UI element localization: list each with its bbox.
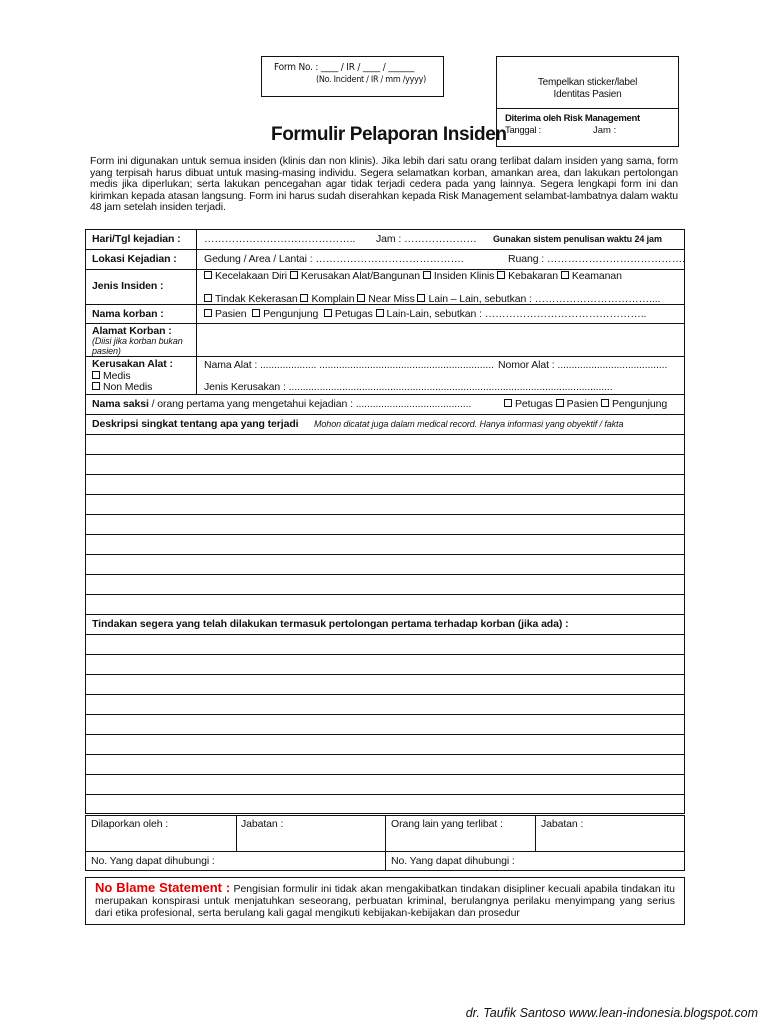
witness-field[interactable] bbox=[92, 398, 471, 410]
no-blame-statement bbox=[85, 877, 685, 925]
option-label: Kecelakaan Diri bbox=[215, 270, 288, 282]
checkbox-icon bbox=[556, 399, 564, 407]
checkbox-icon bbox=[357, 294, 365, 302]
no-blame-text: Pengisian formulir ini tidak akan mengakibatkan tindakan disipliner kecuali apabila tindakan itu merupakan konspirasi untuk menjatuhkan seseorang, perbuatan kriminal, berulangnya perilaku menyimpang yang serius dari etika profesional, serta berulang kali gagal mengikuti kebijakan-kebijakan dan prosedur bbox=[95, 883, 675, 919]
sticker-line-2: Identitas Pasien bbox=[553, 89, 622, 100]
incident-type-label: Jenis Insiden : bbox=[92, 280, 164, 292]
option-label: Lain – Lain, sebutkan : …………………………….... bbox=[428, 293, 661, 305]
checkbox-icon bbox=[376, 309, 384, 317]
checkbox-lain-lain[interactable] bbox=[417, 293, 660, 305]
checkbox-icon bbox=[417, 294, 425, 302]
date-label: Hari/Tgl kejadian : bbox=[92, 233, 181, 245]
checkbox-icon bbox=[204, 309, 212, 317]
checkbox-pengunjung[interactable] bbox=[252, 308, 318, 320]
witness-label: Nama saksi bbox=[92, 398, 149, 410]
option-label: Insiden Klinis bbox=[433, 270, 495, 282]
victim-options bbox=[204, 308, 646, 320]
checkbox-witness-pasien[interactable] bbox=[556, 398, 599, 410]
victim-label: Nama korban : bbox=[92, 308, 164, 320]
option-label: Kerusakan Alat/Bangunan bbox=[300, 270, 421, 282]
checkbox-victim-other[interactable] bbox=[376, 308, 647, 320]
incident-form-table bbox=[85, 229, 685, 814]
witness-label-rest: / orang pertama yang mengetahui kejadian : ......................................... bbox=[148, 398, 472, 410]
checkbox-kecelakaan-diri[interactable] bbox=[204, 270, 287, 282]
option-label: Kebakaran bbox=[508, 270, 559, 282]
option-label: Petugas bbox=[515, 398, 553, 410]
victim-address-note-1: (Diisi jika korban bukan bbox=[92, 336, 183, 346]
form-number-box bbox=[261, 56, 444, 97]
phone-field-1[interactable]: No. Yang dapat dihubungi : bbox=[91, 855, 215, 867]
phone-field-2[interactable]: No. Yang dapat dihubungi : bbox=[391, 855, 515, 867]
witness-options bbox=[504, 398, 667, 410]
form-number-text: Form No. : ____ / IR / ____ / ______ bbox=[274, 62, 415, 73]
action-label: Tindakan segera yang telah dilakukan termasuk pertolongan pertama terhadap korban (jika ada) : bbox=[92, 618, 569, 630]
received-date-label: Tanggal : bbox=[505, 125, 541, 136]
option-label: Non Medis bbox=[103, 381, 153, 393]
checkbox-petugas[interactable] bbox=[324, 308, 373, 320]
received-by-label: Diterima oleh Risk Management bbox=[505, 113, 640, 124]
date-field[interactable]: …………………………………….. bbox=[204, 233, 356, 245]
received-time-label: Jam : bbox=[593, 125, 617, 136]
checkbox-icon bbox=[423, 271, 431, 279]
time-format-note: Gunakan sistem penulisan waktu 24 jam bbox=[493, 234, 662, 244]
option-label: Komplain bbox=[311, 293, 355, 305]
description-lines[interactable] bbox=[86, 435, 684, 613]
incident-type-line-1 bbox=[204, 270, 622, 282]
option-label: Medis bbox=[103, 370, 131, 382]
checkbox-icon bbox=[601, 399, 609, 407]
position-field-1[interactable]: Jabatan : bbox=[241, 818, 284, 830]
victim-address-label: Alamat Korban : bbox=[92, 325, 172, 337]
footer-credit: dr. Taufik Santoso www.lean-indonesia.blogspot.com bbox=[465, 1006, 758, 1020]
checkbox-non-medis[interactable] bbox=[92, 381, 152, 393]
checkbox-keamanan[interactable] bbox=[561, 270, 622, 282]
checkbox-icon bbox=[204, 271, 212, 279]
sticker-line-1: Tempelkan sticker/label bbox=[537, 77, 638, 88]
option-label: Pengunjung bbox=[263, 308, 319, 320]
equipment-label: Kerusakan Alat : bbox=[92, 358, 173, 370]
patient-sticker-box bbox=[496, 56, 679, 147]
option-label: Near Miss bbox=[368, 293, 415, 305]
checkbox-icon bbox=[497, 271, 505, 279]
option-label: Tindak Kekerasan bbox=[215, 293, 298, 305]
checkbox-komplain[interactable] bbox=[300, 293, 354, 305]
reported-by-field[interactable]: Dilaporkan oleh : bbox=[91, 818, 169, 830]
option-label: Lain-Lain, sebutkan : ……………………………………….. bbox=[386, 308, 647, 320]
incident-type-line-2 bbox=[204, 293, 660, 305]
reporting-table bbox=[85, 815, 685, 871]
damage-type-field[interactable]: Jenis Kerusakan : ................................................................................................................... bbox=[204, 381, 613, 393]
option-label: Pasien bbox=[215, 308, 247, 320]
page-title: Formulir Pelaporan Insiden bbox=[271, 124, 507, 145]
checkbox-icon bbox=[504, 399, 512, 407]
option-label: Pengunjung bbox=[612, 398, 668, 410]
checkbox-pasien[interactable] bbox=[204, 308, 247, 320]
building-field[interactable]: Gedung / Area / Lantai : ……………………………………. bbox=[204, 253, 464, 265]
other-person-field[interactable]: Orang lain yang terlibat : bbox=[391, 818, 503, 830]
equipment-number-field[interactable]: Nomor Alat : ....................................... bbox=[498, 359, 668, 371]
sticker-area bbox=[497, 57, 678, 109]
form-number-format: (No. Incident / IR / mm /yyyy) bbox=[316, 75, 426, 85]
checkbox-near-miss[interactable] bbox=[357, 293, 414, 305]
checkbox-icon bbox=[324, 309, 332, 317]
equipment-name-field[interactable]: Nama Alat : .................... .............................................................. bbox=[204, 359, 494, 371]
option-label: Petugas bbox=[334, 308, 373, 320]
position-field-2[interactable]: Jabatan : bbox=[541, 818, 584, 830]
checkbox-icon bbox=[92, 382, 100, 390]
checkbox-kebakaran[interactable] bbox=[497, 270, 558, 282]
victim-address-note-2: pasien) bbox=[92, 346, 121, 356]
checkbox-icon bbox=[561, 271, 569, 279]
description-label: Deskripsi singkat tentang apa yang terjadi bbox=[92, 418, 299, 430]
checkbox-witness-pengunjung[interactable] bbox=[601, 398, 667, 410]
checkbox-tindak-kekerasan[interactable] bbox=[204, 293, 298, 305]
checkbox-icon bbox=[300, 294, 308, 302]
room-field[interactable]: Ruang : …………………………………. bbox=[508, 253, 685, 265]
checkbox-icon bbox=[252, 309, 260, 317]
checkbox-insiden-klinis[interactable] bbox=[423, 270, 494, 282]
option-label: Pasien bbox=[566, 398, 599, 410]
checkbox-icon bbox=[290, 271, 298, 279]
checkbox-witness-petugas[interactable] bbox=[504, 398, 553, 410]
intro-paragraph: Form ini digunakan untuk semua insiden (klinis dan non klinis). Jika lebih dari satu orang terlibat dalam insiden yang sama, form yang terpisah harus dibuat untuk masing-masing individu. Segera selamatkan korban, amankan area, dan lakukan pertolongan medis jika diperlukan; serta lakukan pencegahan agar tidak terjadi cedera pada yang lainnya. Segera lengkapi form ini dan kirimkan kepada atasan langsung. Form ini harus sudah diserahkan kepada Risk Management selambat-lambatnya dalam waktu 48 jam setelah insiden terjadi. bbox=[90, 155, 678, 214]
description-note: Mohon dicatat juga dalam medical record. Hanya informasi yang obyektif / fakta bbox=[314, 419, 624, 429]
checkbox-icon bbox=[204, 294, 212, 302]
location-label: Lokasi Kejadian : bbox=[92, 253, 177, 265]
checkbox-icon bbox=[92, 371, 100, 379]
action-lines[interactable] bbox=[86, 635, 684, 813]
no-blame-heading: No Blame Statement : bbox=[95, 880, 231, 895]
checkbox-kerusakan-alat[interactable] bbox=[290, 270, 420, 282]
time-field[interactable]: Jam : ………………… bbox=[376, 233, 477, 245]
option-label: Keamanan bbox=[571, 270, 622, 282]
